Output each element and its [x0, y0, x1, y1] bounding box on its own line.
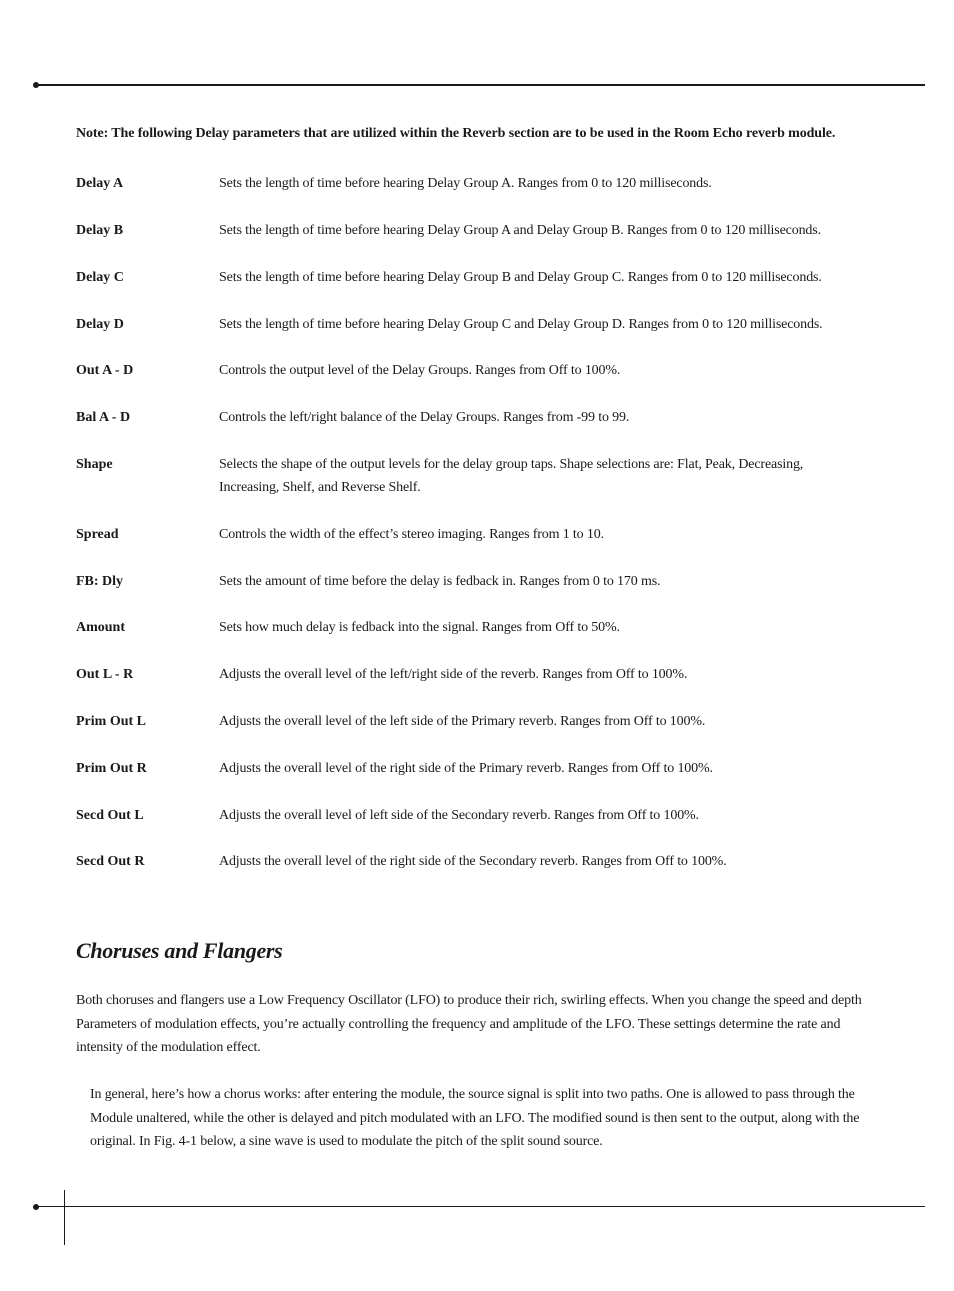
- parameter-name: Spread: [76, 527, 119, 542]
- parameter-description: Controls the output level of the Delay Groups. Ranges from Off to 100%.: [219, 363, 621, 378]
- bottom-rule: [36, 1206, 925, 1207]
- bottom-rule-dot: [33, 1204, 39, 1210]
- parameter-description: Adjusts the overall level of the left/right side of the reverb. Ranges from Off to 100%.: [219, 667, 688, 682]
- parameter-description: Controls the width of the effect’s stereo imaging. Ranges from 1 to 10.: [219, 527, 604, 542]
- parameter-name: Delay B: [76, 223, 124, 238]
- parameter-description: Sets how much delay is fedback into the signal. Ranges from Off to 50%.: [219, 620, 620, 635]
- parameter-description: Sets the length of time before hearing Delay Group C and Delay Group D. Ranges from 0 to 120 milliseconds.: [219, 317, 823, 332]
- parameter-name: Out A - D: [76, 363, 134, 378]
- parameter-description: Sets the length of time before hearing Delay Group A. Ranges from 0 to 120 milliseconds.: [219, 176, 712, 191]
- parameter-description: Selects the shape of the output levels for the delay group taps. Shape selections are: Flat, Peak, Decreasing, Increasing, Shelf, and Reverse Shelf.: [219, 457, 804, 495]
- parameter-description: Adjusts the overall level of the left side of the Primary reverb. Ranges from Off to 100%.: [219, 714, 706, 729]
- parameter-name: Delay C: [76, 270, 124, 285]
- parameter-name: Prim Out R: [76, 761, 147, 776]
- parameter-name: Prim Out L: [76, 714, 146, 729]
- bottom-rule-vertical: [64, 1190, 65, 1245]
- parameter-name: FB: Dly: [76, 574, 124, 589]
- body-paragraph: In general, here’s how a chorus works: after entering the module, the source signal is split into two paths. One is allowed to pass through the Module unaltered, while the other is delayed and pitch modulated with an LFO. The modified sound is then sent to the output, along with the original. In Fig. 4-1 below, a sine wave is used to modulate the pitch of the split sound source.: [90, 1087, 860, 1149]
- parameter-name: Shape: [76, 457, 113, 472]
- parameter-description: Adjusts the overall level of the right side of the Primary reverb. Ranges from Off to 100%.: [219, 761, 713, 776]
- parameter-description: Adjusts the overall level of the right side of the Secondary reverb. Ranges from Off to 100%.: [219, 854, 727, 869]
- top-rule: [36, 84, 925, 86]
- section-heading: Choruses and Flangers: [76, 938, 283, 963]
- parameter-description: Adjusts the overall level of left side of the Secondary reverb. Ranges from Off to 100%.: [219, 808, 699, 823]
- parameter-description: Sets the amount of time before the delay is fedback in. Ranges from 0 to 170 ms.: [219, 574, 661, 589]
- delay-note: Note: The following Delay parameters that are utilized within the Reverb section are to be used in the Room Echo reverb module.: [76, 126, 836, 141]
- parameter-name: Secd Out R: [76, 854, 145, 869]
- parameter-name: Delay D: [76, 317, 124, 332]
- parameter-name: Out L - R: [76, 667, 134, 682]
- parameter-description: Controls the left/right balance of the Delay Groups. Ranges from -99 to 99.: [219, 410, 630, 425]
- parameter-name: Amount: [76, 620, 126, 635]
- parameter-description: Sets the length of time before hearing Delay Group A and Delay Group B. Ranges from 0 to 120 milliseconds.: [219, 223, 821, 238]
- parameter-description: Sets the length of time before hearing Delay Group B and Delay Group C. Ranges from 0 to 120 milliseconds.: [219, 270, 822, 285]
- parameter-name: Delay A: [76, 176, 124, 191]
- body-paragraph: Both choruses and flangers use a Low Frequency Oscillator (LFO) to produce their rich, swirling effects. When you change the speed and depth Parameters of modulation effects, you’re actually controlling the frequency and amplitude of the LFO. These settings determine the rate and intensity of the modulation effect.: [76, 993, 862, 1055]
- parameter-name: Bal A - D: [76, 410, 131, 425]
- parameter-name: Secd Out L: [76, 808, 144, 823]
